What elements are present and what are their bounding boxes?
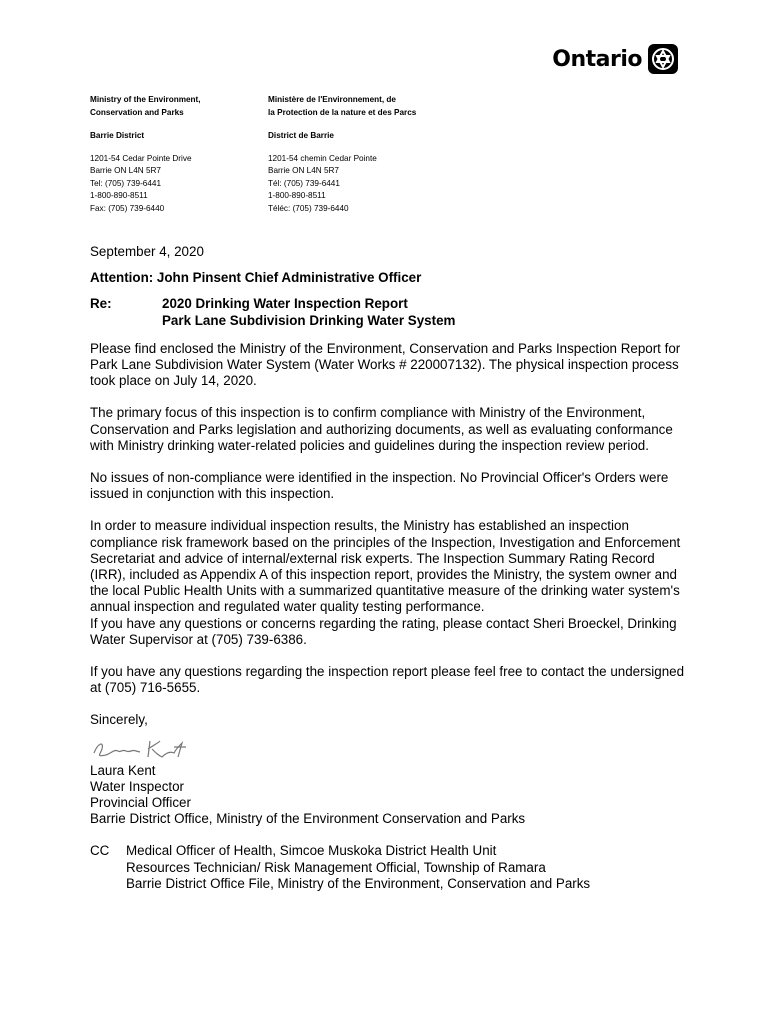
- address-line: 1201-54 Cedar Pointe Drive: [90, 153, 192, 163]
- closing: Sincerely,: [90, 712, 148, 728]
- cc-recipient: Medical Officer of Health, Simcoe Muskoka District Health Unit: [126, 843, 497, 859]
- subject-line1: 2020 Drinking Water Inspection Report: [162, 296, 408, 312]
- phone-line: Tél: (705) 739-6441: [268, 178, 340, 188]
- ministry-name-line2: Conservation and Parks: [90, 107, 184, 117]
- cc-block: [90, 843, 690, 892]
- cc-recipient: Barrie District Office File, Ministry of the Environment, Conservation and Parks: [126, 875, 591, 891]
- signer-role: Provincial Officer: [90, 795, 191, 811]
- paragraph-4: In order to measure individual inspection results, the Ministry has established an inspection compliance risk framework based on the principles of the Inspection, Investigation and Enforcement Secretariat and advice of internal/external risk experts. The Inspection Summary Rating Record (IRR), included as Appendix A of this inspection report, provides the Ministry, the system owner and the local Public Health Units with a summarized quantitative measure of the drinking water system's annual inspection and regulated water quality testing performance.: [90, 518, 681, 615]
- paragraph-5: If you have any questions regarding the inspection report please feel free to contact the undersigned at (705) 716-5655.: [90, 664, 685, 696]
- header-english: [90, 94, 260, 216]
- signer-office: Barrie District Office, Ministry of the Environment Conservation and Parks: [90, 811, 526, 827]
- subject-block: [90, 296, 690, 328]
- address-block-fr: [268, 153, 468, 216]
- trillium-icon: [648, 44, 678, 74]
- phone-line: Tel: (705) 739-6441: [90, 178, 162, 188]
- address-line: 1201-54 chemin Cedar Pointe: [268, 153, 377, 163]
- paragraph-2: The primary focus of this inspection is to confirm compliance with Ministry of the Environment, Conservation and Parks legislation and authorizing documents, as well as evaluating conformance with Ministry drinking water-related policies and guidelines during the inspection review period.: [90, 405, 673, 453]
- ministry-name-fr-line1: Ministère de l'Environnement, de: [268, 95, 396, 104]
- letter-date: September 4, 2020: [90, 244, 204, 259]
- subject-label: Re:: [90, 296, 112, 312]
- fax-line: Téléc: (705) 739-6440: [268, 203, 349, 213]
- header-french: [268, 94, 468, 216]
- cc-recipient: Resources Technician/ Risk Management Official, Township of Ramara: [126, 859, 546, 875]
- paragraph-4-contact: If you have any questions or concerns regarding the rating, please contact Sheri Broeckel, Drinking Water Supervisor at (705) 739-6386.: [90, 615, 677, 647]
- paragraph-3: No issues of non-compliance were identified in the inspection. No Provincial Officer's Orders were issued in conjunction with this inspection.: [90, 470, 669, 502]
- ontario-logo: [552, 44, 678, 74]
- district-name: Barrie District: [90, 130, 145, 140]
- signer-block: [90, 763, 690, 828]
- signer-name: Laura Kent: [90, 762, 156, 778]
- tollfree-line: 1-800-890-8511: [90, 191, 148, 201]
- tollfree-line: 1-800-890-8511: [268, 191, 326, 201]
- district-name-fr: District de Barrie: [268, 130, 334, 140]
- subject-line2: Park Lane Subdivision Drinking Water System: [162, 312, 456, 328]
- attention-line: Attention: John Pinsent Chief Administrative Officer: [90, 270, 422, 286]
- paragraph-1: Please find enclosed the Ministry of the Environment, Conservation and Parks Inspection Report for Park Lane Subdivision Water System (Water Works # 220007132). The physical inspection process took place on July 14, 2020.: [90, 340, 681, 389]
- address-block: [90, 153, 260, 216]
- ministry-name-fr-line2: la Protection de la nature et des Parcs: [268, 107, 417, 117]
- letter-body: [90, 244, 690, 892]
- fax-line: Fax: (705) 739-6440: [90, 203, 165, 213]
- cc-label: CC: [90, 843, 110, 859]
- address-line: Barrie ON L4N 5R7: [90, 166, 161, 176]
- handwritten-signature: [90, 735, 690, 763]
- ontario-wordmark: Ontario: [552, 46, 642, 72]
- signer-title: Water Inspector: [90, 778, 185, 794]
- ministry-name-line1: Ministry of the Environment,: [90, 95, 201, 104]
- address-line: Barrie ON L4N 5R7: [268, 166, 339, 176]
